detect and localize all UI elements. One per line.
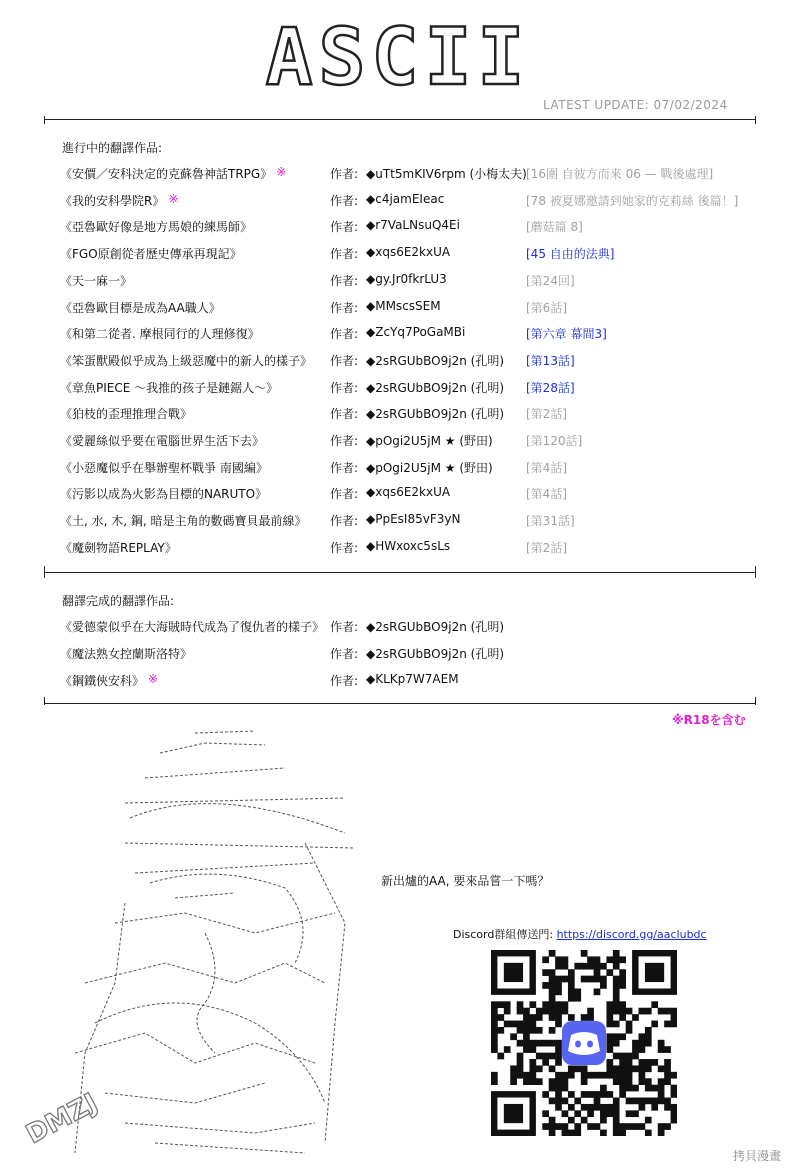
latest-chapter[interactable]: [第4話] bbox=[526, 460, 567, 475]
author-name: ◆pOgi2U5jM ★ (野田) bbox=[366, 434, 493, 448]
ongoing-row bbox=[0, 272, 800, 298]
svg-text:ASCII: ASCII bbox=[265, 18, 531, 98]
work-title[interactable]: 《亞魯歐好像是地方馬娘的練馬師》 bbox=[60, 220, 253, 235]
author-label: 作者: bbox=[330, 300, 359, 315]
ongoing-row bbox=[0, 165, 800, 191]
work-title[interactable]: 《和第二從者. 摩根同行的人理修復》 bbox=[60, 327, 260, 342]
author-label: 作者: bbox=[330, 167, 359, 181]
author-name: ◆2sRGUbBO9j2n (孔明) bbox=[366, 407, 505, 422]
author-label: 作者: bbox=[330, 674, 359, 688]
author-label: 作者: bbox=[330, 620, 359, 634]
separator-mid bbox=[44, 572, 756, 573]
work-title[interactable]: 《土, 水, 木, 鋼, 暗是主角的數碼寶貝最前線》 bbox=[60, 514, 307, 529]
work-title[interactable]: 《小惡魔似乎在舉辦聖杯戰爭 南國編》 bbox=[60, 460, 268, 475]
ongoing-row bbox=[0, 352, 800, 378]
promo-text: 新出爐的AA, 要來品嘗一下嗎？ bbox=[381, 874, 550, 888]
ascii-logo bbox=[248, 18, 548, 98]
ongoing-row bbox=[0, 459, 800, 485]
discord-label: Discord群組傳送門: bbox=[453, 928, 557, 941]
work-title[interactable]: 《魔劍物語REPLAY》 bbox=[60, 540, 177, 555]
author-name: ◆pOgi2U5jM ★ (野田) bbox=[366, 460, 493, 475]
corner-watermark: 拷貝漫畫 bbox=[733, 1149, 782, 1163]
work-title[interactable]: 《FGO原創從者歷史傳承再現記》 bbox=[60, 247, 242, 262]
latest-chapter[interactable]: [45 自由的法典] bbox=[526, 247, 615, 262]
ongoing-row bbox=[0, 325, 800, 351]
work-title[interactable]: 《鋼鐵俠安科》 bbox=[60, 674, 145, 688]
separator-tick bbox=[44, 566, 45, 578]
finished-row bbox=[0, 672, 800, 698]
separator-tick bbox=[44, 697, 45, 705]
latest-chapter[interactable]: [第13話] bbox=[526, 353, 575, 368]
finished-heading: 翻譯完成的翻譯作品: bbox=[62, 594, 175, 608]
latest-chapter[interactable]: [第6話] bbox=[526, 300, 567, 315]
author-label: 作者: bbox=[330, 407, 359, 422]
author-name: ◆KLKp7W7AEM bbox=[366, 672, 459, 686]
discord-qr-code[interactable] bbox=[491, 950, 677, 1136]
author-name: ◆2sRGUbBO9j2n (孔明) bbox=[366, 380, 505, 395]
svg-text:DMZJ: DMZJ bbox=[21, 1087, 103, 1151]
ongoing-row bbox=[0, 218, 800, 244]
author-name: ◆HWxoxc5sLs bbox=[366, 538, 451, 553]
discord-link[interactable]: https://discord.gg/aaclubdc bbox=[556, 928, 707, 941]
author-name: ◆2sRGUbBO9j2n (孔明) bbox=[366, 620, 505, 634]
author-name: ◆r7VaLNsuQ4Ei bbox=[366, 218, 460, 233]
separator-bottom bbox=[44, 703, 756, 704]
latest-chapter[interactable]: [78 被夏娜邀請到她家的克莉絲 後篇！] bbox=[526, 193, 739, 208]
ongoing-heading: 進行中的翻譯作品: bbox=[62, 141, 163, 155]
work-title[interactable]: 《亞魯歐目標是成為AA職人》 bbox=[60, 300, 221, 315]
work-title[interactable]: 《天一麻一》 bbox=[60, 273, 133, 288]
latest-chapter[interactable]: [第2話] bbox=[526, 407, 567, 422]
work-title[interactable]: 《狛枝的歪理推理合戰》 bbox=[60, 407, 193, 422]
latest-chapter[interactable]: [第六章 幕間3] bbox=[526, 327, 607, 342]
latest-chapter[interactable]: [第120話] bbox=[526, 434, 583, 448]
author-name: ◆gy.Jr0fkrLU3 bbox=[366, 271, 447, 286]
author-label: 作者: bbox=[330, 514, 359, 529]
author-name: ◆PpEsI85vF3yN bbox=[366, 512, 461, 527]
author-name: ◆MMscsSEM bbox=[366, 298, 441, 313]
work-title[interactable]: 《愛德蒙似乎在大海賊時代成為了復仇者的樣子》 bbox=[60, 620, 325, 634]
ongoing-row bbox=[0, 512, 800, 538]
author-label: 作者: bbox=[330, 647, 359, 661]
author-name: ◆xqs6E2kxUA bbox=[366, 485, 451, 500]
separator-tick bbox=[755, 566, 756, 578]
author-label: 作者: bbox=[330, 327, 359, 342]
author-name: ◆ZcYq7PoGaMBi bbox=[366, 325, 466, 340]
author-label: 作者: bbox=[330, 220, 359, 235]
author-label: 作者: bbox=[330, 434, 359, 448]
work-title[interactable]: 《愛麗絲似乎要在電腦世界生活下去》 bbox=[60, 434, 265, 448]
finished-row bbox=[0, 645, 800, 671]
author-name: ◆c4jamEIeac bbox=[366, 191, 445, 206]
author-name: ◆2sRGUbBO9j2n (孔明) bbox=[366, 647, 505, 661]
latest-chapter[interactable]: [16圍 自彼方而來 06 — 戰後處理] bbox=[526, 167, 714, 181]
ongoing-row bbox=[0, 379, 800, 405]
dmzj-watermark bbox=[16, 1075, 106, 1155]
work-title[interactable]: 《魔法熟女控蘭斯洛特》 bbox=[60, 647, 193, 661]
r18-mark: ※ bbox=[148, 672, 159, 686]
ongoing-row bbox=[0, 432, 800, 458]
work-title[interactable]: 《我的安科學院R》 bbox=[60, 193, 165, 208]
work-title[interactable]: 《安價／安科決定的克蘇魯神話TRPG》 bbox=[60, 167, 273, 181]
discord-invite bbox=[453, 926, 707, 942]
author-label: 作者: bbox=[330, 380, 359, 395]
separator-tick bbox=[755, 116, 756, 124]
separator-tick bbox=[44, 116, 45, 124]
latest-chapter[interactable]: [第4話] bbox=[526, 487, 567, 502]
work-title[interactable]: 《笨蛋獸殿似乎成為上級惡魔中的新人的樣子》 bbox=[60, 353, 313, 368]
author-name: ◆xqs6E2kxUA bbox=[366, 245, 451, 260]
latest-chapter[interactable]: [第31話] bbox=[526, 514, 575, 529]
author-label: 作者: bbox=[330, 487, 359, 502]
author-label: 作者: bbox=[330, 353, 359, 368]
r18-note: ※R18を含む bbox=[672, 713, 746, 727]
latest-chapter[interactable]: [第28話] bbox=[526, 380, 575, 395]
ongoing-row bbox=[0, 405, 800, 431]
author-label: 作者: bbox=[330, 247, 359, 262]
work-title[interactable]: 《污影以成為火影為目標的NARUTO》 bbox=[60, 487, 268, 502]
author-label: 作者: bbox=[330, 540, 359, 555]
work-title[interactable]: 《章魚PIECE ～我推的孩子是鏈鋸人～》 bbox=[60, 380, 279, 395]
ongoing-row bbox=[0, 245, 800, 271]
ongoing-row bbox=[0, 299, 800, 325]
author-name: ◆uTt5mKIV6rpm (小梅太夫) bbox=[366, 167, 527, 181]
ongoing-row bbox=[0, 485, 800, 511]
author-label: 作者: bbox=[330, 460, 359, 475]
latest-chapter[interactable]: [蘑菇篇 8] bbox=[526, 220, 583, 235]
separator-tick bbox=[755, 697, 756, 705]
finished-row bbox=[0, 618, 800, 644]
author-label: 作者: bbox=[330, 273, 359, 288]
separator-top bbox=[44, 119, 756, 120]
r18-mark: ※ bbox=[168, 191, 179, 206]
latest-chapter[interactable]: [第24回] bbox=[526, 273, 575, 288]
ongoing-row bbox=[0, 539, 800, 565]
ongoing-row bbox=[0, 192, 800, 218]
latest-update: LATEST UPDATE: 07/02/2024 bbox=[543, 98, 728, 112]
author-name: ◆2sRGUbBO9j2n (孔明) bbox=[366, 353, 505, 368]
latest-chapter[interactable]: [第2話] bbox=[526, 540, 567, 555]
r18-mark: ※ bbox=[276, 165, 287, 179]
author-label: 作者: bbox=[330, 193, 359, 208]
